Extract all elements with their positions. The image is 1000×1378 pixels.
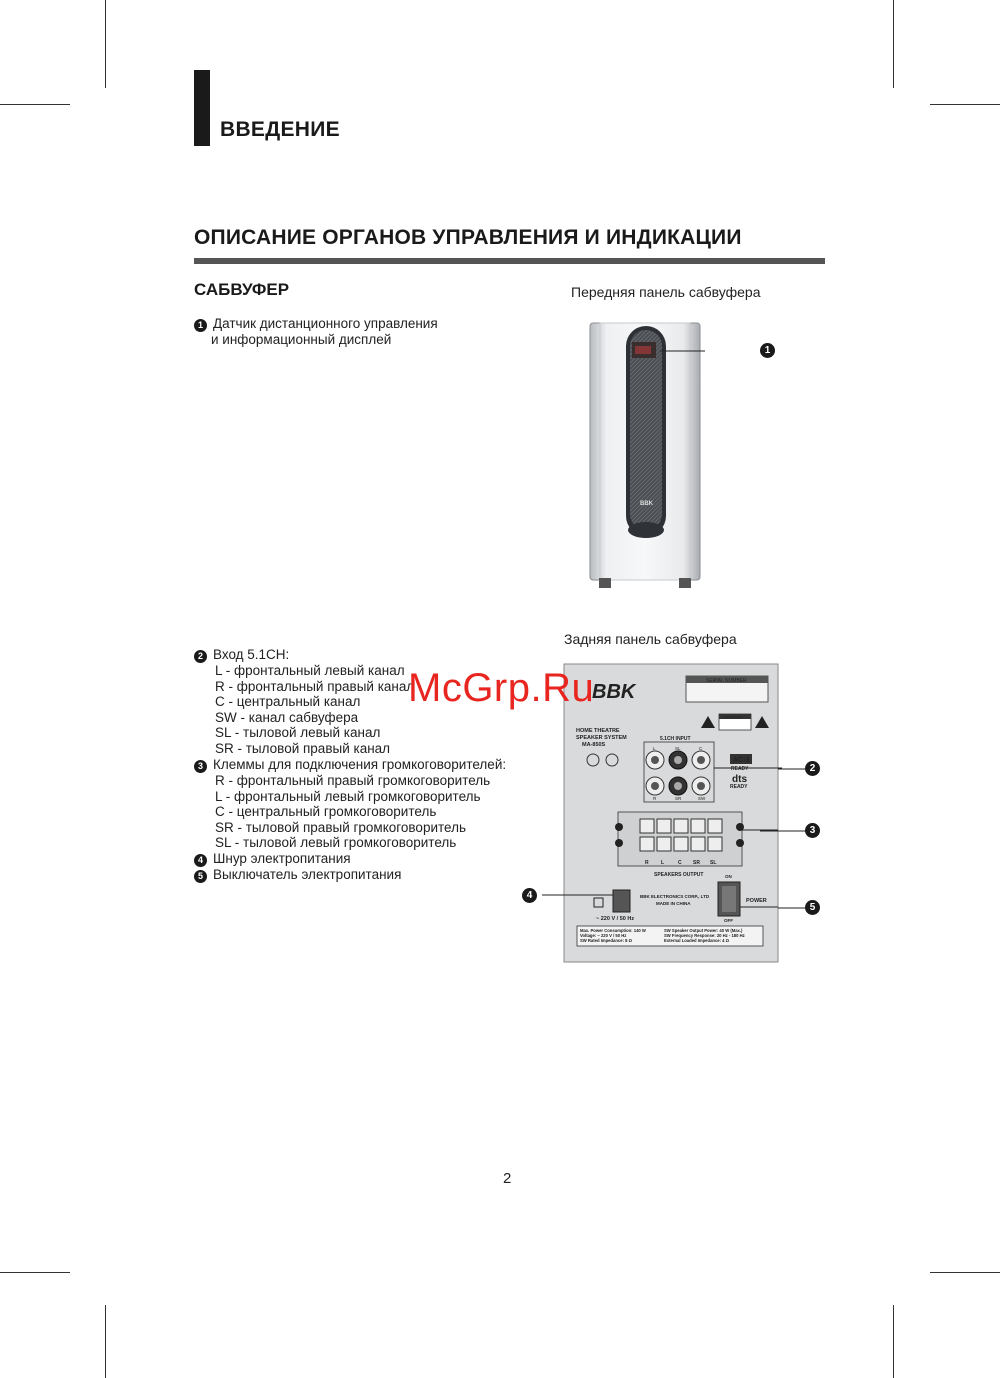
caution-label: CAUTION	[724, 714, 742, 720]
switch-off: OFF	[724, 918, 733, 923]
item-3	[194, 757, 506, 851]
section-title: ВВЕДЕНИЕ	[220, 118, 340, 141]
input-bottom-sw: SW	[698, 796, 706, 801]
item-4	[194, 851, 351, 867]
dts-label: dts	[732, 774, 747, 785]
front-panel-caption: Передняя панель сабвуфера	[571, 284, 761, 300]
input-label: 5.1CH INPUT	[660, 736, 691, 742]
spec-left-1: Max. Power Consumption: 140 W	[580, 928, 646, 933]
speaker-label-c: C	[678, 860, 682, 866]
item-1-line-1: Датчик дистанционного управления	[213, 316, 438, 331]
item-2-line-6: SL - тыловой левый канал	[215, 725, 381, 741]
item-number: 4	[194, 854, 207, 867]
switch-on: ON	[725, 874, 732, 879]
item-1-line-2: и информационный дисплей	[211, 332, 392, 347]
spec-left-2: Voltage: ~ 220 V / 50 Hz	[580, 933, 627, 938]
item-3-line-1: Клеммы для подключения громкоговорителей:	[213, 757, 507, 772]
spec-right-1: SW Speaker Output Power: 40 W (Max.)	[664, 928, 743, 933]
spec-right-2: SW Frequency Response: 20 Hz - 180 Hz	[664, 933, 745, 938]
spec-right-3: External Loaded Impedance: 4 Ω	[664, 938, 730, 943]
power-label: POWER	[746, 898, 767, 904]
callout-4: 4	[522, 888, 537, 903]
input-bottom-r: R	[653, 796, 657, 801]
crop-mark	[930, 104, 1000, 105]
item-3-line-4: C - центральный громкоговоритель	[215, 804, 437, 820]
ac3-sub: READY	[731, 766, 749, 772]
item-2-line-1: Вход 5.1CH:	[213, 647, 290, 662]
model-line-3: MA-850S	[582, 742, 606, 748]
front-logo: BBK	[640, 501, 653, 507]
item-2-line-4: C - центральный канал	[215, 694, 361, 710]
subwoofer-heading: САБВУФЕР	[194, 280, 290, 299]
speaker-label-sr: SR	[693, 860, 700, 866]
crop-mark	[105, 0, 106, 88]
item-2-line-7: SR - тыловой правый канал	[215, 740, 391, 756]
item-3-line-2: R - фронтальный правый громкоговоритель	[215, 773, 491, 788]
callout-3: 3	[805, 823, 820, 838]
ac3-label: AC-3	[733, 757, 750, 764]
item-number: 5	[194, 870, 207, 883]
callout-leaders	[760, 760, 810, 920]
spec-left-3: SW Rated Impedance: 8 Ω	[580, 938, 632, 943]
item-number: 2	[194, 650, 207, 663]
speaker-label-sl: SL	[710, 860, 717, 866]
maker-line-1: BBK ELECTRONICS CORP., LTD	[640, 894, 710, 899]
dts-sub: READY	[730, 784, 748, 790]
item-2-line-3: R - фронтальный правый канал	[215, 678, 415, 694]
item-4-text: Шнур электропитания	[213, 851, 351, 866]
crop-mark	[0, 104, 70, 105]
rear-panel-caption: Задняя панель сабвуфера	[564, 631, 737, 647]
watermark: McGrp.Ru	[408, 666, 595, 710]
callout-5: 5	[805, 900, 820, 915]
item-3-line-3: L - фронтальный левый громкоговоритель	[215, 788, 481, 804]
item-number: 1	[194, 319, 207, 332]
input-top-c: C	[699, 746, 703, 751]
crop-mark	[930, 1272, 1000, 1273]
item-number: 3	[194, 760, 207, 773]
crop-mark	[893, 1305, 894, 1378]
speaker-label-l: L	[661, 860, 665, 866]
subwoofer-front-illustration	[585, 320, 705, 592]
item-5	[194, 867, 401, 883]
crop-mark	[0, 1272, 70, 1273]
callout-1: 1	[760, 343, 775, 358]
crop-mark	[893, 0, 894, 88]
item-2-line-2: L - фронтальный левый канал	[215, 663, 405, 678]
voltage-label: ~ 220 V / 50 Hz	[596, 916, 635, 922]
section-marker-bar	[194, 70, 210, 146]
item-2	[194, 647, 414, 757]
item-3-line-6: SL - тыловой левый громкоговоритель	[215, 835, 457, 851]
speaker-label-r: R	[645, 860, 649, 866]
serial-label: SERIAL NUMBER	[706, 678, 747, 684]
page-title: ОПИСАНИЕ ОРГАНОВ УПРАВЛЕНИЯ И ИНДИКАЦИИ	[194, 226, 742, 249]
item-2-line-5: SW - канал сабвуфера	[215, 709, 359, 725]
maker-line-2: MADE IN CHINA	[656, 901, 691, 906]
rear-logo: BBK	[592, 681, 636, 703]
title-rule	[194, 258, 825, 264]
page-number: 2	[503, 1170, 512, 1187]
model-line-1: HOME THEATRE	[576, 728, 620, 734]
item-3-line-5: SR - тыловой правый громкоговоритель	[215, 819, 466, 835]
item-5-text: Выключатель электропитания	[213, 867, 402, 882]
input-bottom-sr: SR	[675, 796, 682, 801]
crop-mark	[105, 1305, 106, 1378]
callout-2: 2	[805, 761, 820, 776]
item-1	[194, 316, 438, 348]
speakers-output-label: SPEAKERS OUTPUT	[654, 872, 704, 878]
input-top-sl: SL	[675, 746, 681, 751]
model-line-2: SPEAKER SYSTEM	[576, 735, 627, 741]
input-top-l: L	[653, 746, 656, 751]
